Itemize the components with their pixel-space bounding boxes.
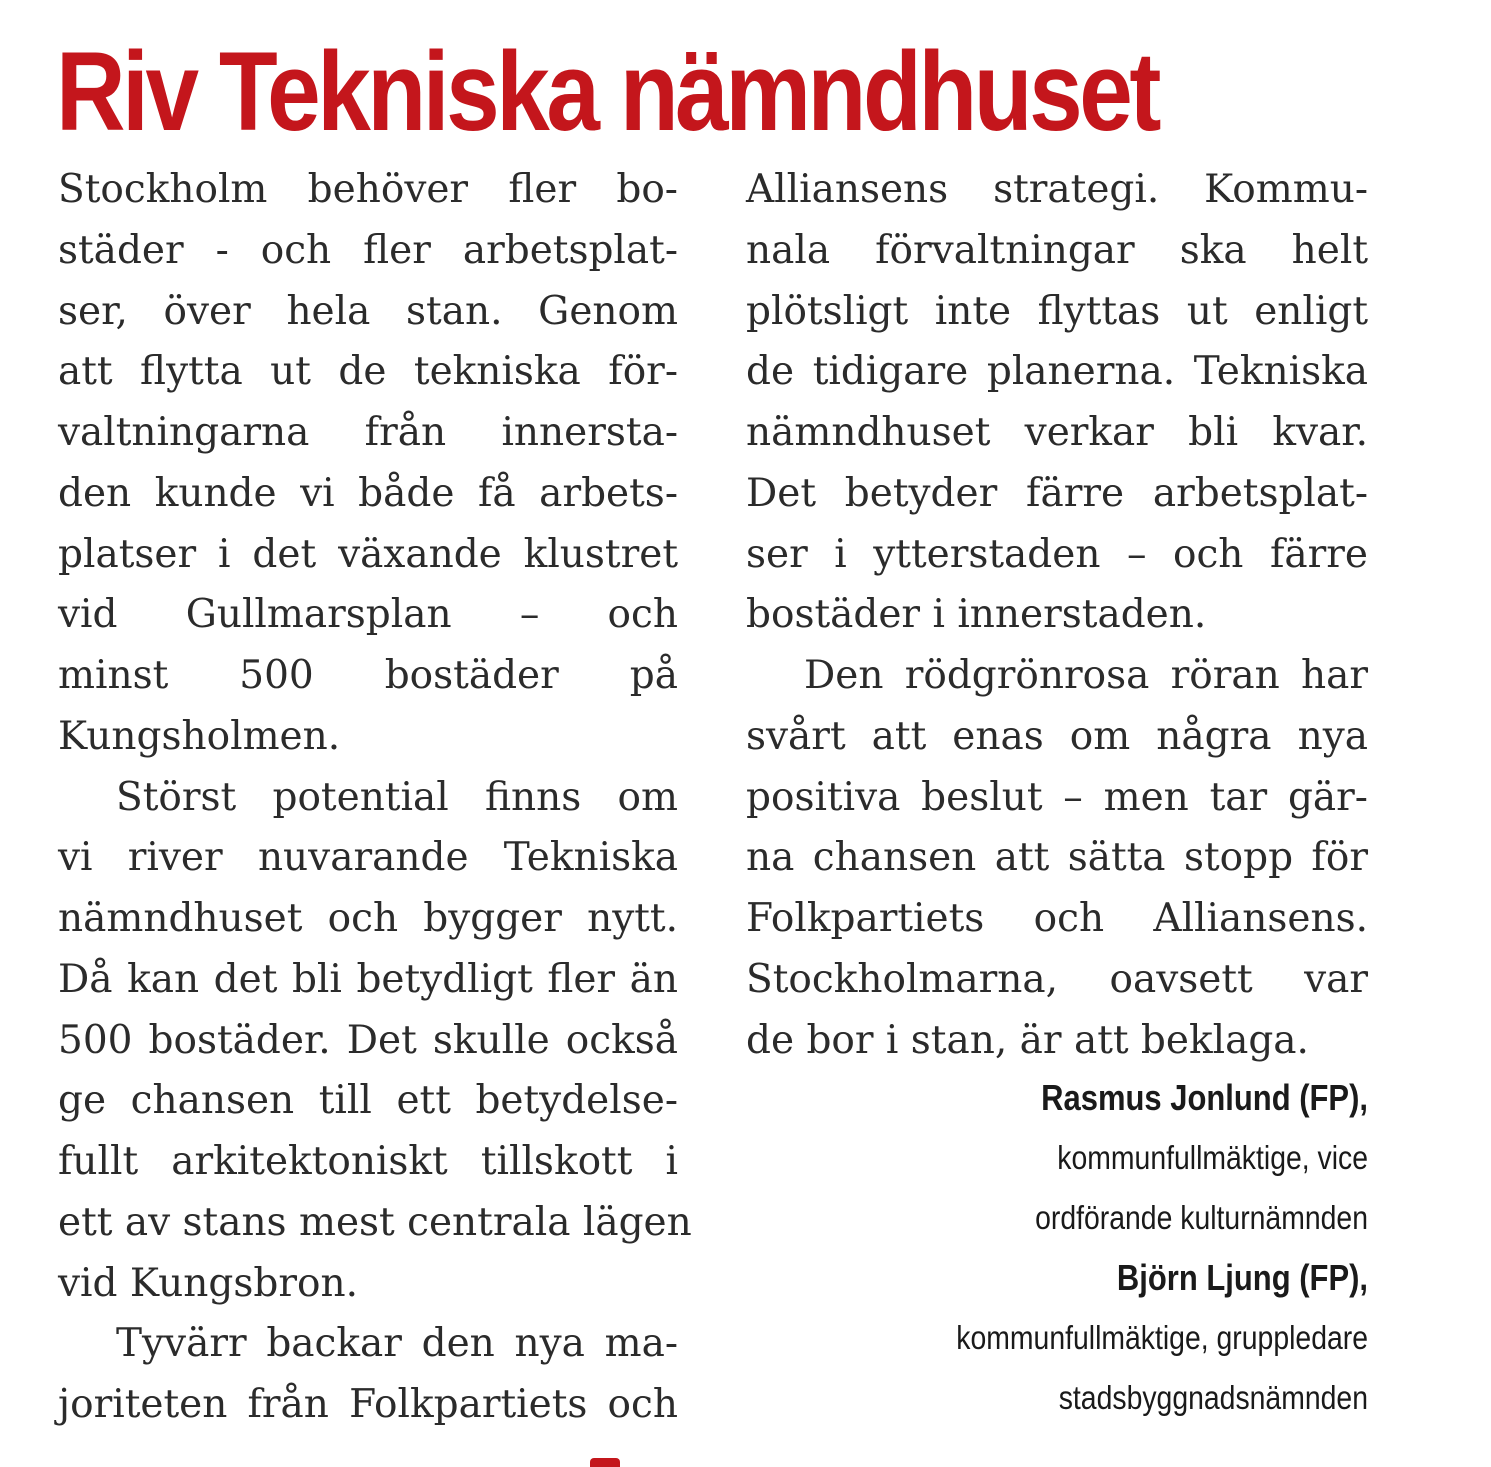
body-line: Den rödgrönrosa röran har [804,653,1368,698]
body-line: den kunde vi både få arbets- [58,470,678,516]
body-line: Stockholmarna, oavsett var [746,956,1368,1002]
body-line: Det betyder färre arbetsplat- [746,470,1368,516]
body-line: minst 500 bostäder på [58,653,678,698]
body-line: Då kan det bli betydligt fler än [58,956,678,1002]
body-line: Kungsholmen. [58,713,341,759]
body-line: vi river nuvarande Tekniska [58,835,678,881]
body-line: nala förvaltningar ska helt [746,227,1368,273]
signature-role: stadsbyggnadsnämnden [1058,1379,1368,1416]
body-line: joriteten från Folkpartiets och [58,1382,678,1427]
body-line: nämndhuset och bygger nytt. [58,896,678,941]
body-line: valtningarna från innersta- [58,410,678,455]
body-line: Alliansens strategi. Kommu- [746,167,1368,212]
page-edge-mark [590,1458,620,1467]
body-line: vid Kungsbron. [58,1260,358,1306]
body-line: ge chansen till ett betydelse- [58,1078,678,1124]
article-column-right [746,160,1368,1071]
body-line: Störst potential finns om [116,774,678,820]
signature-role: kommunfullmäktige, gruppledare [956,1319,1368,1356]
body-line: nämndhuset verkar bli kvar. [746,410,1368,455]
body-line: 500 bostäder. Det skulle också [58,1017,678,1063]
body-line: Stockholm behöver fler bo- [58,167,678,212]
body-line: Tyvärr backar den nya ma- [116,1321,678,1367]
body-line: Folkpartiets och Alliansens. [746,896,1368,941]
body-line: positiva beslut – men tar gär- [746,774,1368,820]
body-line: plötsligt inte flyttas ut enligt [746,288,1368,334]
signature-name: Rasmus Jonlund (FP), [1041,1077,1368,1118]
body-line: fullt arkitektoniskt tillskott i [58,1139,678,1184]
body-line: svårt att enas om några nya [746,713,1368,759]
body-line: ser, över hela stan. Genom [58,288,678,334]
body-line: bostäder i innerstaden. [746,592,1207,638]
body-line: städer - och fler arbetsplat- [58,227,678,273]
body-line: ser i ytterstaden – och färre [746,531,1368,577]
body-line: de tidigare planerna. Tekniska [746,349,1368,395]
signature-role: ordförande kulturnämnden [1035,1199,1368,1236]
article-column-left [58,160,692,1436]
body-line: platser i det växande klustret [58,531,678,577]
body-line: de bor i stan, är att beklaga. [746,1017,1309,1063]
signature-block [746,1068,1368,1428]
body-line: na chansen att sätta stopp för [746,835,1368,881]
signature-name: Björn Ljung (FP), [1116,1257,1368,1298]
signature-role: kommunfullmäktige, vice [1057,1139,1368,1176]
body-line: att flytta ut de tekniska för- [58,349,678,395]
body-line: ett av stans mest centrala lägen [58,1199,692,1245]
body-line: vid Gullmarsplan – och [58,592,678,638]
article-headline: Riv Tekniska nämndhuset [56,29,1159,154]
